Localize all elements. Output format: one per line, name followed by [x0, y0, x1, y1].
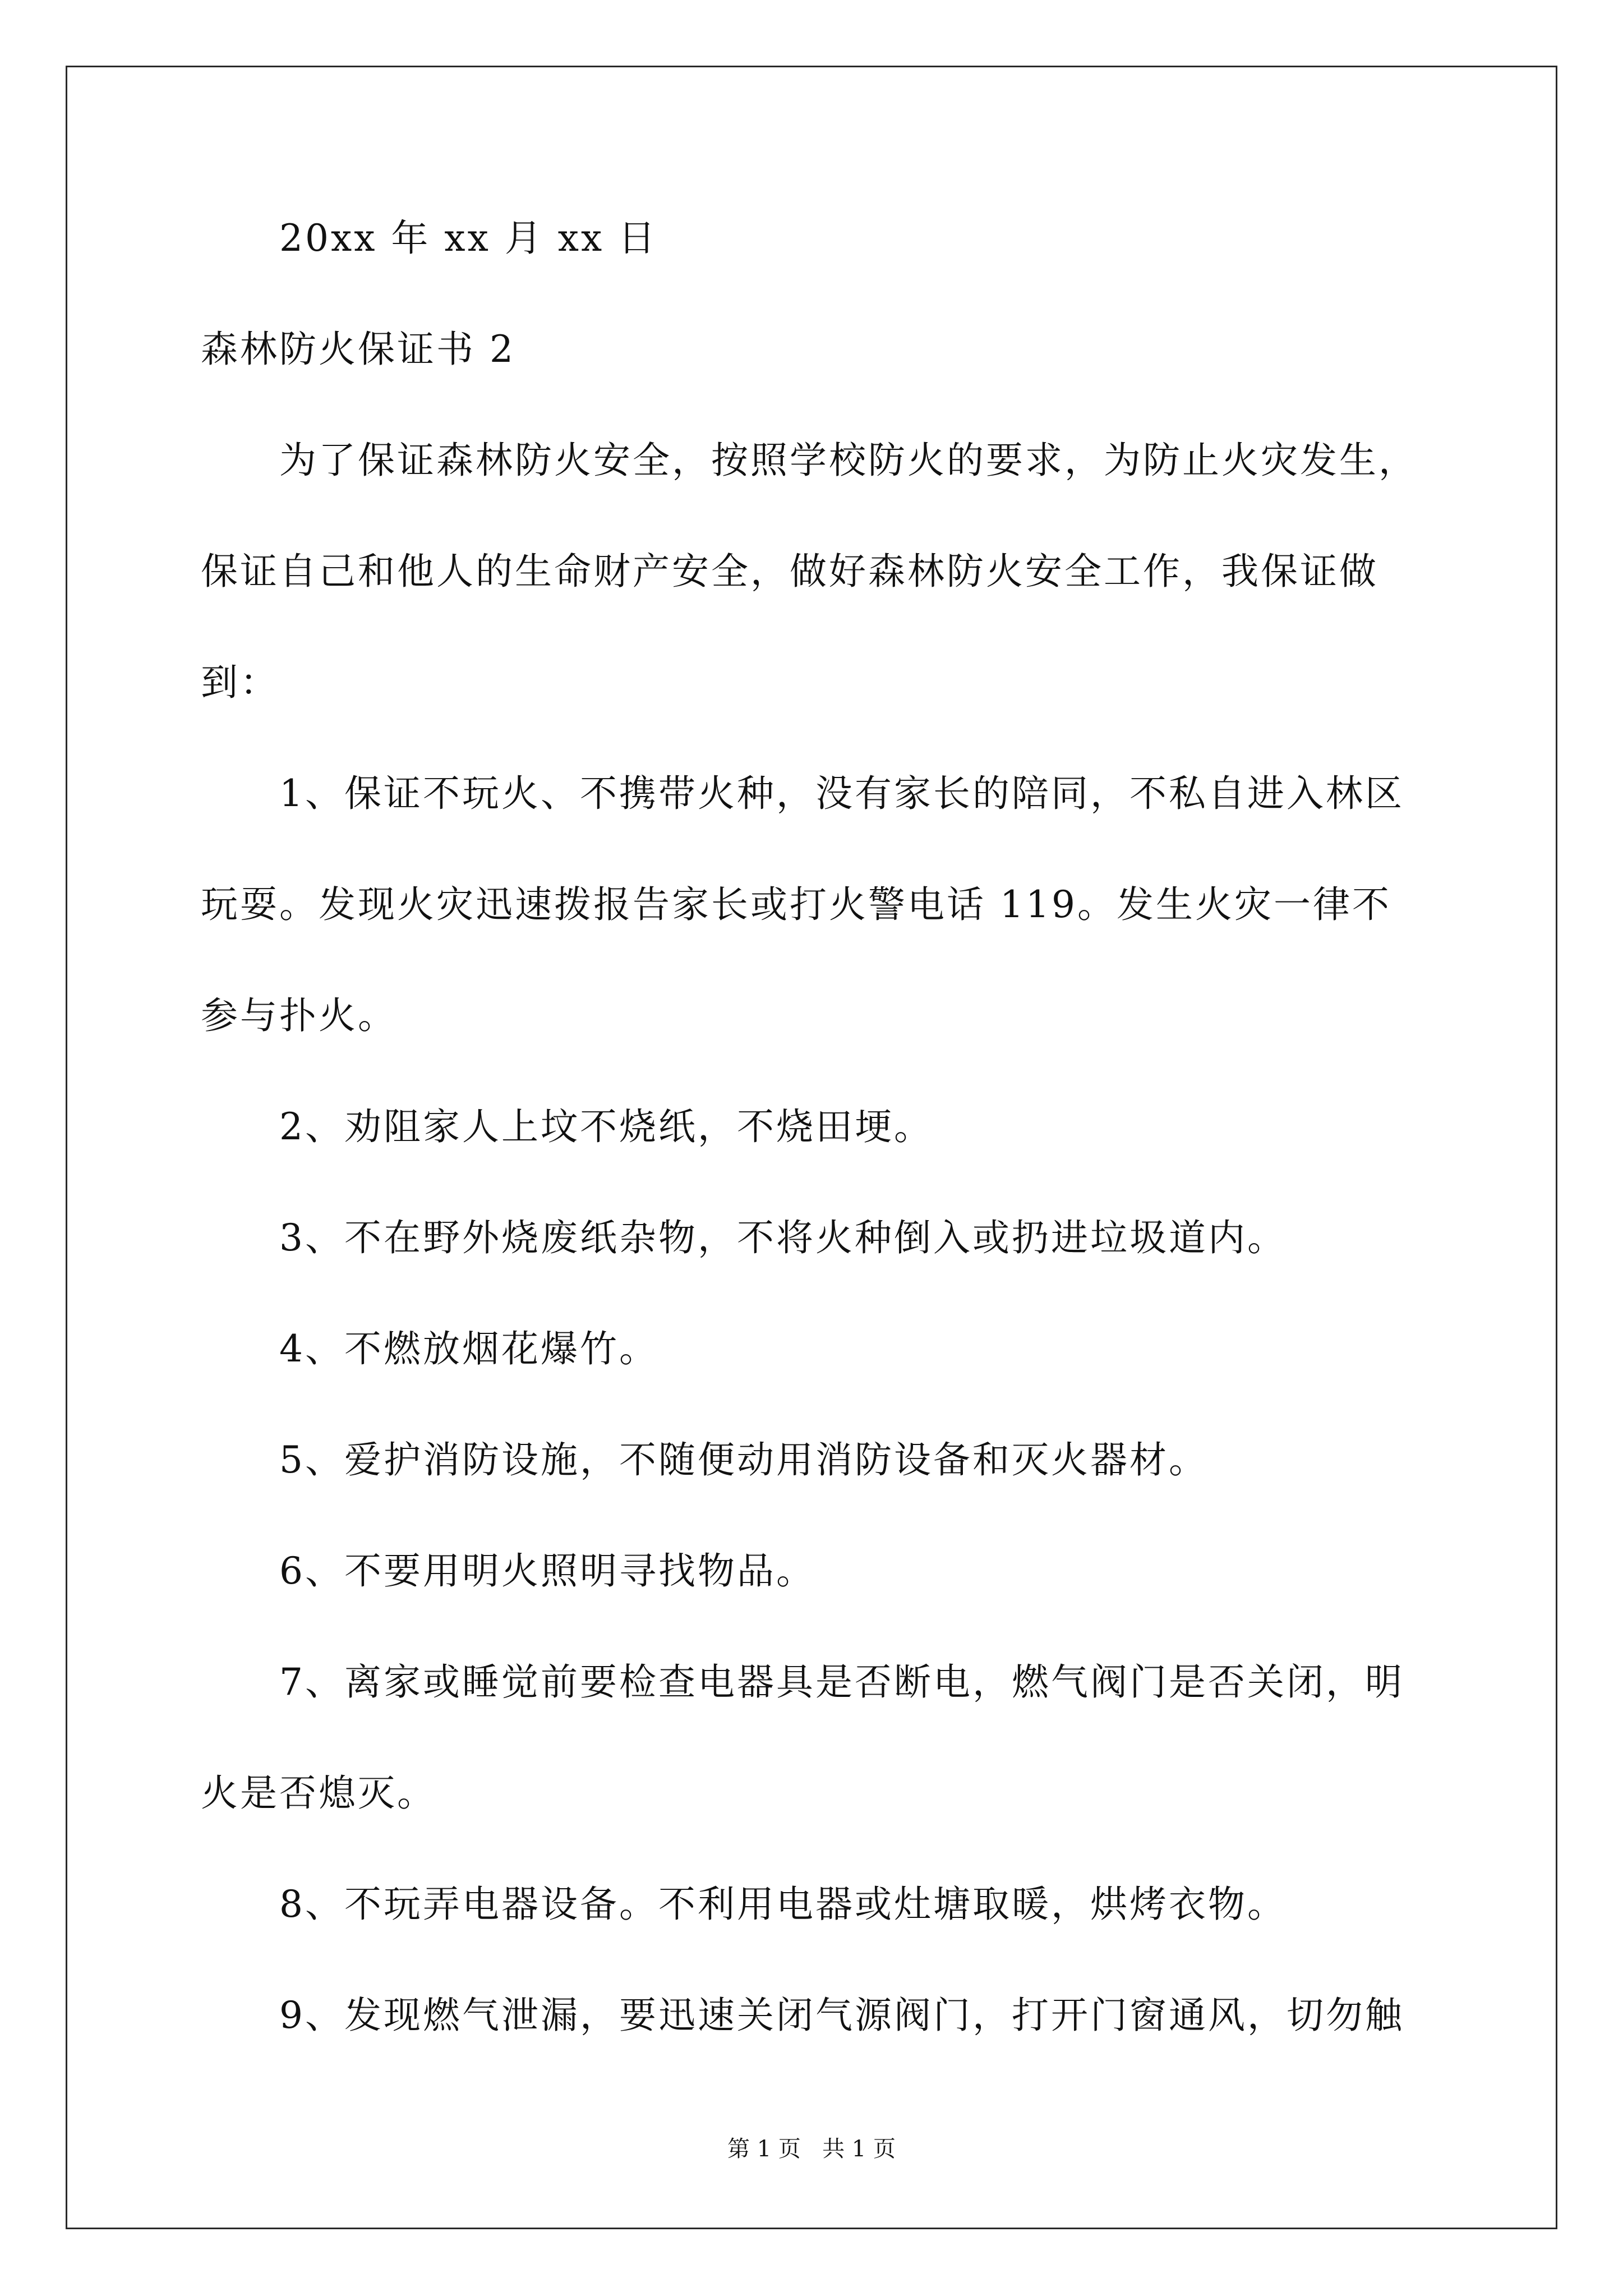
intro-paragraph-line-1: 为了保证森林防火安全，按照学校防火的要求，为防止火灾发生， — [279, 439, 1418, 482]
item-7-line-1: 7、离家或睡觉前要检查电器具是否断电，燃气阀门是否关闭，明 — [279, 1660, 1404, 1704]
intro-paragraph-line-2: 保证自己和他人的生命财产安全，做好森林防火安全工作，我保证做 — [201, 550, 1378, 593]
item-7-line-2: 火是否熄灭。 — [201, 1772, 436, 1815]
intro-paragraph-line-3: 到： — [201, 661, 279, 704]
section-title: 森林防火保证书 2 — [201, 328, 515, 371]
item-4: 4、不燃放烟花爆竹。 — [279, 1327, 658, 1370]
item-5: 5、爱护消防设施，不随便动用消防设备和灭火器材。 — [279, 1438, 1208, 1481]
item-9-line-1: 9、发现燃气泄漏，要迅速关闭气源阀门，打开门窗通风，切勿触 — [279, 1994, 1404, 2037]
item-1-line-1: 1、保证不玩火、不携带火种，没有家长的陪同，不私自进入林区 — [279, 772, 1404, 815]
date-line: 20xx 年 xx 月 xx 日 — [279, 217, 658, 260]
item-2: 2、劝阻家人上坟不烧纸，不烧田埂。 — [279, 1105, 933, 1148]
item-8: 8、不玩弄电器设备。不利用电器或灶塘取暖，烘烤衣物。 — [279, 1883, 1287, 1926]
item-1-line-3: 参与扑火。 — [201, 994, 397, 1037]
item-6: 6、不要用明火照明寻找物品。 — [279, 1549, 815, 1593]
item-1-line-2: 玩耍。发现火灾迅速拨报告家长或打火警电话 119。发生火灾一律不 — [201, 883, 1391, 926]
item-3: 3、不在野外烧废纸杂物，不将火种倒入或扔进垃圾道内。 — [279, 1216, 1287, 1259]
page-footer: 第 1 页 共 1 页 — [727, 2136, 896, 2162]
